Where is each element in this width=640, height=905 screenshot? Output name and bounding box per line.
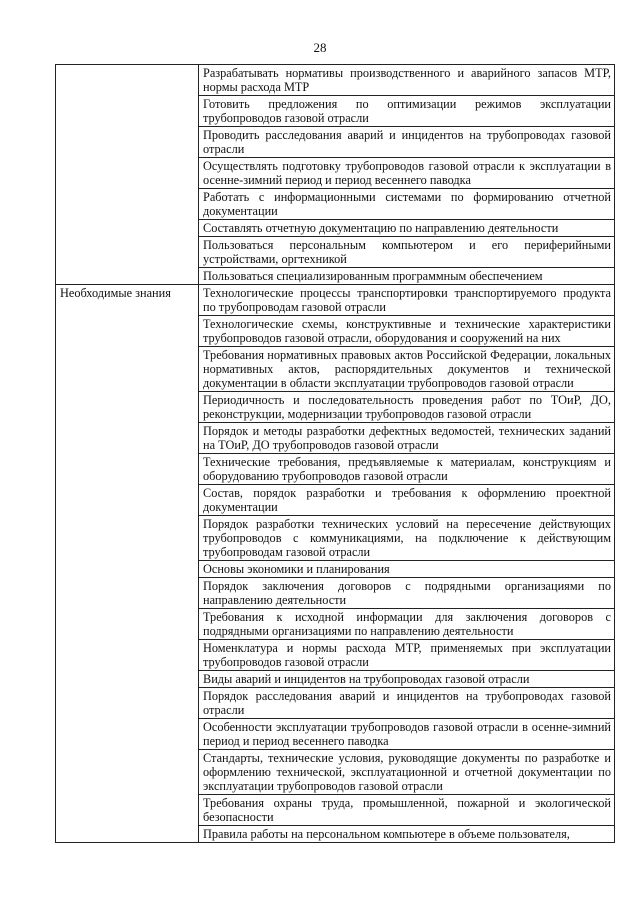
knowledge-item: Технологические схемы, конструктивные и технические характеристики трубопроводов газовой отрасли, оборудования и сооружений на них — [199, 316, 615, 347]
skill-item: Готовить предложения по оптимизации режимов эксплуатации трубопроводов газовой отрасли — [199, 96, 615, 127]
knowledge-item: Виды аварий и инцидентов на трубопроводах газовой отрасли — [199, 671, 615, 688]
skills-label-cell — [56, 65, 199, 285]
knowledge-item: Порядок разработки технических условий на пересечение действующих трубопроводов с коммуникациями, на подключение к действующим трубопроводам газовой отрасли — [199, 516, 615, 561]
knowledge-item: Состав, порядок разработки и требования к оформлению проектной документации — [199, 485, 615, 516]
knowledge-item: Требования к исходной информации для заключения договоров с подрядными организациями по направлению деятельности — [199, 609, 615, 640]
page-number: 28 — [313, 40, 327, 55]
skill-item: Пользоваться персональным компьютером и его периферийными устройствами, оргтехникой — [199, 237, 615, 268]
requirements-table — [55, 64, 615, 843]
skill-item: Работать с информационными системами по формированию отчетной документации — [199, 189, 615, 220]
skill-item: Пользоваться специализированным программным обеспечением — [199, 268, 615, 285]
knowledge-item: Особенности эксплуатации трубопроводов газовой отрасли в осенне-зимний период и период весеннего паводка — [199, 719, 615, 750]
knowledge-item: Стандарты, технические условия, руководящие документы по разработке и оформлению технической, эксплуатационной и отчетной документации по эксплуатации трубопроводов газовой отрасли — [199, 750, 615, 795]
skill-item: Разрабатывать нормативы производственного и аварийного запасов МТР, нормы расхода МТР — [199, 65, 615, 96]
knowledge-item: Правила работы на персональном компьютере в объеме пользователя, — [199, 826, 615, 843]
table-row — [56, 285, 615, 316]
knowledge-item: Номенклатура и нормы расхода МТР, применяемых при эксплуатации трубопроводов газовой отрасли — [199, 640, 615, 671]
knowledge-item: Требования нормативных правовых актов Российской Федерации, локальных нормативных актов, распорядительных документов и технической документации в области эксплуатации трубопроводов газовой отрасли — [199, 347, 615, 392]
skill-item: Осуществлять подготовку трубопроводов газовой отрасли к эксплуатации в осенне-зимний период и период весеннего паводка — [199, 158, 615, 189]
knowledge-item: Основы экономики и планирования — [199, 561, 615, 578]
knowledge-label-cell: Необходимые знания — [56, 285, 199, 843]
knowledge-item: Порядок расследования аварий и инцидентов на трубопроводах газовой отрасли — [199, 688, 615, 719]
skill-item: Составлять отчетную документацию по направлению деятельности — [199, 220, 615, 237]
table-row — [56, 65, 615, 96]
knowledge-item: Технические требования, предъявляемые к материалам, конструкциям и оборудованию трубопроводов газовой отрасли — [199, 454, 615, 485]
knowledge-item: Порядок и методы разработки дефектных ведомостей, технических заданий на ТОиР, ДО трубопроводов газовой отрасли — [199, 423, 615, 454]
skill-item: Проводить расследования аварий и инцидентов на трубопроводах газовой отрасли — [199, 127, 615, 158]
knowledge-item: Периодичность и последовательность проведения работ по ТОиР, ДО, реконструкции, модернизации трубопроводов газовой отрасли — [199, 392, 615, 423]
knowledge-item: Технологические процессы транспортировки транспортируемого продукта по трубопроводам газовой отрасли — [199, 285, 615, 316]
knowledge-item: Требования охраны труда, промышленной, пожарной и экологической безопасности — [199, 795, 615, 826]
knowledge-item: Порядок заключения договоров с подрядными организациями по направлению деятельности — [199, 578, 615, 609]
